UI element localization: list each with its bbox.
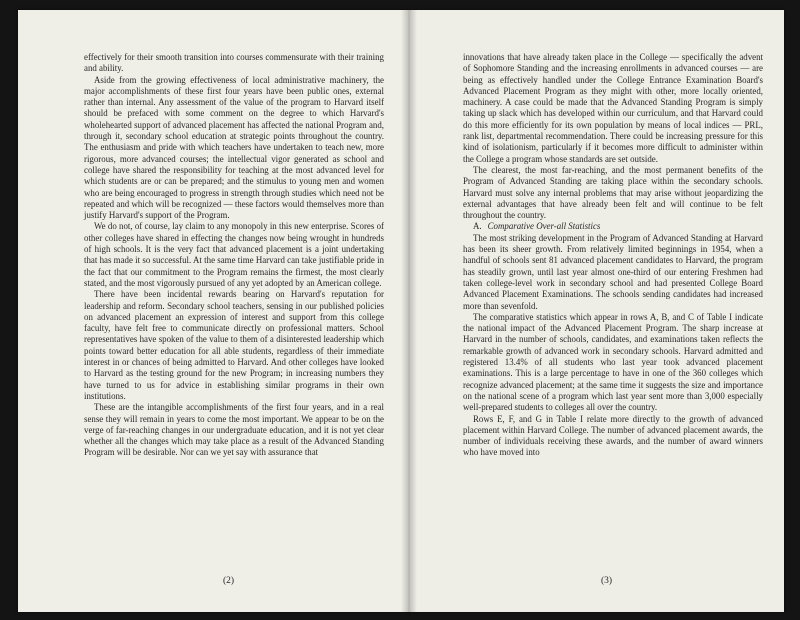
- left-text-column: [84, 52, 384, 459]
- left-page: [18, 10, 409, 612]
- section-letter: A.: [473, 221, 482, 232]
- left-paragraph-3: We do not, of course, lay claim to any monopoly in this new enterprise. Scores of other colleges have shared in effecting the changes now being wrought in hundreds of high schools. It is the very fact that advanced placement is a joint undertaking that has made it so successful. At the same time Harvard can take justifiable pride in the fact that our commitment to the Program remains the firmest, the most clearly stated, and the most vigorously pursued of any yet adopted by an American college.: [84, 221, 384, 288]
- right-page-number: (3): [601, 576, 613, 586]
- left-page-number: (2): [223, 576, 235, 586]
- right-paragraph-1: innovations that have already taken place in the College — specifically the advent of Sophomore Standing and the increasing enrollments in advanced courses — are being as effectively handled under the College Entrance Examination Board's Advanced Placement Program as they might with other, more locally oriented, machinery. A case could be made that the Advanced Standing Program is simply taking up slack which has developed within our curriculum, and that Harvard could do this more efficiently for its own population by means of local indices — PRL, rank list, departmental recommendation. There could be increasing pressure for this kind of isolationism, particularly if it becomes more difficult to administer within the College a program whose standards are set outside.: [463, 52, 763, 164]
- left-paragraph-5: These are the intangible accomplishments of the first four years, and in a real sense they will remain in years to come the most important. We appear to be on the verge of far-reaching changes in our undergraduate education, and it is not yet clear whether all the changes which may take place as a result of the Advanced Standing Program will be desirable. Nor can we yet say with assurance that: [84, 402, 384, 458]
- left-paragraph-4: There have been incidental rewards bearing on Harvard's reputation for leadership and reform. Secondary school teachers, sensing in our published policies on advanced placement an expression of interest and support from this college faculty, have felt free to communicate directly on professional matters. School representatives have spoken of the value to them of a disinterested leadership which points toward better education for all able students, regardless of their immediate interest in or chances of being admitted to Harvard. And other colleges have looked to Harvard as the testing ground for the new Program; in increasing numbers they have turned to us for advice in establishing similar programs in their own institutions.: [84, 289, 384, 401]
- section-title: Comparative Over-all Statistics: [487, 221, 601, 232]
- right-text-column: [463, 52, 763, 459]
- left-paragraph-1: effectively for their smooth transition into courses commensurate with their training and ability.: [84, 52, 384, 74]
- right-paragraph-2: The clearest, the most far-reaching, and the most permanent benefits of the Program of Advanced Standing are taking place within the secondary schools. Harvard must solve any internal problems that may arise without jeopardizing the external advantages that have already been felt and will continue to be felt throughout the country.: [463, 164, 763, 221]
- section-heading: [463, 221, 763, 232]
- right-paragraph-5: Rows E, F, and G in Table I relate more directly to the growth of advanced placement within Harvard College. The number of advanced placement awards, the number of individuals receiving these awards, and the number of award winners who have moved into: [463, 413, 763, 458]
- right-paragraph-4: The comparative statistics which appear in rows A, B, and C of Table I indicate the national impact of the Advanced Placement Program. The sharp increase at Harvard in the number of schools, candidates, and examinations taken reflects the remarkable growth of advanced work in secondary schools. Harvard admitted and registered 13.4% of all students who last year took advanced placement examinations. This is a large percentage to have in one of the 360 colleges which recognize advanced placement; at the same time it suggests the size and importance on the national scene of a program which last year sent more than 3,000 especially well-prepared students to colleges all over the country.: [463, 311, 763, 413]
- right-paragraph-3: The most striking development in the Program of Advanced Standing at Harvard has been its sheer growth. From relatively limited beginnings in 1954, when a handful of schools sent 81 advanced placement candidates to Harvard, the program has steadily grown, until last year almost one-third of our entering Freshmen had taken college-level work in secondary school and had presented College Board Advanced Placement Examinations. The schools sending candidates had increased more than sevenfold.: [463, 232, 763, 311]
- right-page: [409, 10, 784, 612]
- left-paragraph-2: Aside from the growing effectiveness of local administrative machinery, the major accomplishments of these first four years have been public ones, external rather than internal. Any assessment of the value of the program to Harvard itself should be prefaced with some comment on the degree to which Harvard's wholehearted support of advanced placement has affected the national Program and, through it, secondary school education at strategic points throughout the country. The enthusiasm and pride with which teachers have undertaken to teach new, more rigorous, more advanced courses; the intellectual vigor generated as school and college have shared the responsibility for teaching at the most advanced level for which students are or can be prepared; and the stimulus to young men and women who are being encouraged to progress in strength through studies which need not be repeated and which will be recognized — these factors would themselves more than justify Harvard's support of the Program.: [84, 74, 384, 221]
- book-spread: [18, 10, 784, 612]
- page-gutter: [401, 10, 417, 612]
